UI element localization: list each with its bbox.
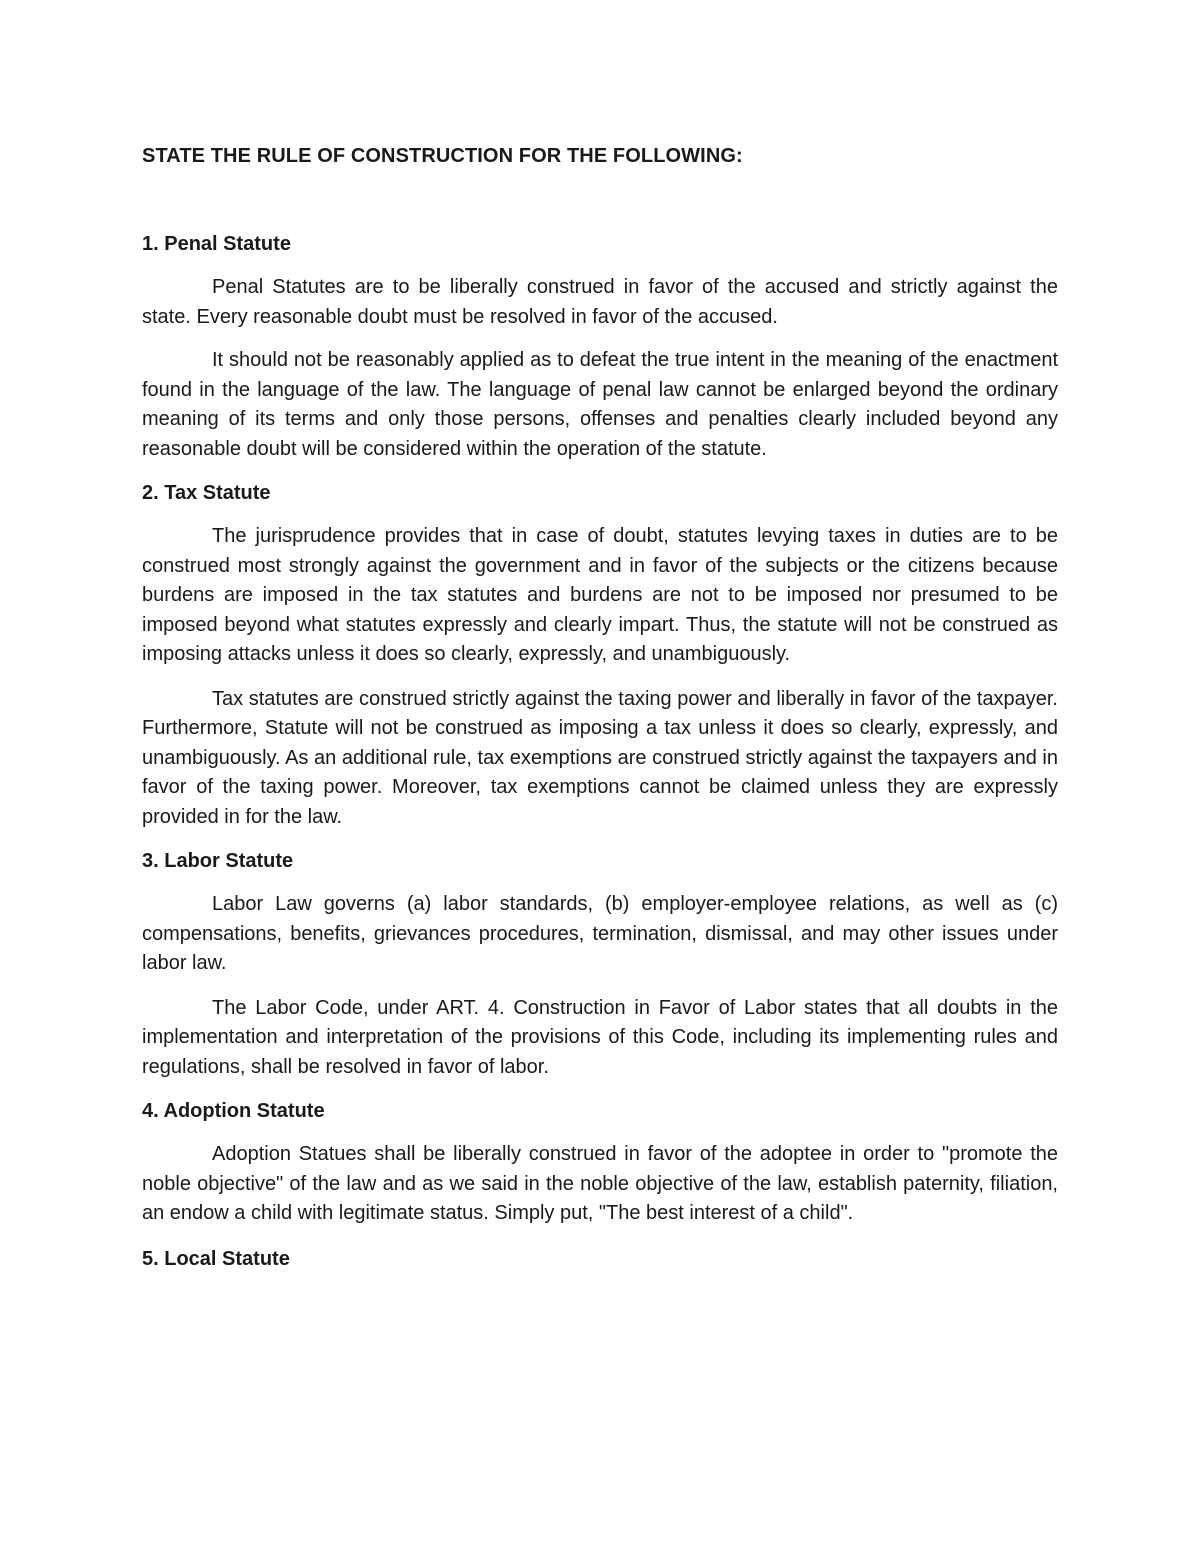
section-tax-statute [142,478,1058,832]
section-paragraph: It should not be reasonably applied as to defeat the true intent in the meaning of the enactment found in the language of the law. The language of penal law cannot be enlarged beyond the ordinary meaning of its terms and only those persons, offenses and penalties clearly included beyond any reasonable doubt will be considered within the operation of the statute. [142,349,1058,460]
section-paragraph: The Labor Code, under ART. 4. Construction in Favor of Labor states that all doubts in the implementation and interpretation of the provisions of this Code, including its implementing rules and regulations, shall be resolved in favor of labor. [142,996,1058,1078]
section-paragraph: Penal Statutes are to be liberally construed in favor of the accused and strictly against the state. Every reasonable doubt must be resolved in favor of the accused. [142,276,1058,328]
document-page [142,140,1058,1274]
section-heading: 2. Tax Statute [142,482,271,504]
section-local-statute [142,1244,1058,1274]
spacer [142,172,1058,229]
section-paragraph: The jurisprudence provides that in case of doubt, statutes levying taxes in duties are to be construed most strongly against the government and in favor of the subjects or the citizens because burdens are imposed in the tax statutes and burdens are not to be imposed nor presumed to be imposed beyond what statutes expressly and clearly impart. Thus, the statute will not be construed as imposing attacks unless it does so clearly, expressly, and unambiguously. [142,525,1058,665]
section-heading: 3. Labor Statute [142,850,294,872]
section-paragraph: Labor Law governs (a) labor standards, (b) employer-employee relations, as well as (c) compensations, benefits, grievances procedures, termination, dismissal, and may other issues under labor law. [142,893,1058,974]
section-adoption-statute [142,1096,1058,1229]
section-heading: 4. Adoption Statute [142,1100,325,1122]
section-paragraph: Adoption Statues shall be liberally construed in favor of the adoptee in order to "promote the noble objective" of the law and as we said in the noble objective of the law, establish paternity, filiation, an endow a child with legitimate status. Simply put, "The best interest of a child". [142,1143,1058,1224]
section-penal-statute [142,229,1058,464]
section-labor-statute [142,846,1058,1082]
document-title: STATE THE RULE OF CONSTRUCTION FOR THE FOLLOWING: [142,145,743,167]
section-paragraph: Tax statutes are construed strictly against the taxing power and liberally in favor of the taxpayer. Furthermore, Statute will not be construed as imposing a tax unless it does so clearly, expressly, and unambiguously. As an additional rule, tax exemptions are construed strictly against the taxpayers and in favor of the taxing power. Moreover, tax exemptions cannot be claimed unless they are expressly provided in for the law. [142,687,1058,828]
section-heading: 1. Penal Statute [142,233,291,255]
section-heading: 5. Local Statute [142,1247,290,1270]
